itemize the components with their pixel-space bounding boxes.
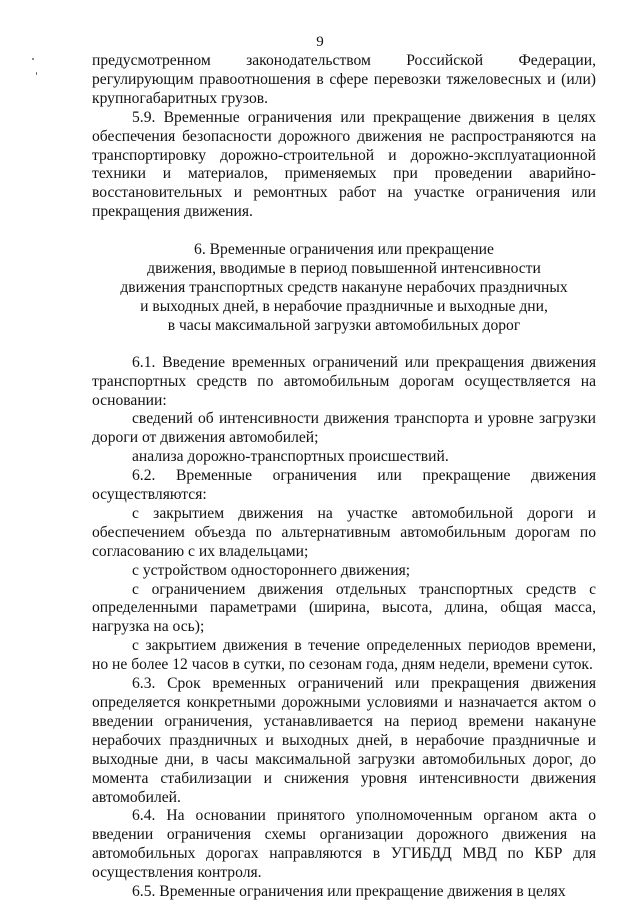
section-heading-line: движения, вводимые в период повышенной интенсивности xyxy=(147,260,541,278)
intro-paragraphs xyxy=(92,52,596,222)
paragraph: 6.4. На основании принятого уполномоченным органом акта о введении ограничения схемы организации дорожного движения на автомобильных дорогах направляются в УГИБДД МВД по КБР для осуществления контроля. xyxy=(92,807,596,882)
paragraph: с закрытием движения в течение определенных периодов времени, но не более 12 часов в сутки, по сезонам года, дням недели, времени суток. xyxy=(92,637,596,674)
document-body xyxy=(92,52,596,902)
paragraph: предусмотренном законодательством Российской Федерации, регулирующим правоотношения в сфере перевозки тяжеловесных и (или) крупногабаритных грузов. xyxy=(92,52,596,107)
paragraph: 6.1. Введение временных ограничений или прекращения движения транспортных средств по автомобильным дорогам осуществляется на основании: xyxy=(92,353,596,409)
page-number: 9 xyxy=(316,34,324,50)
section-heading-line: движения транспортных средств накануне нерабочих праздничных xyxy=(120,278,568,296)
paragraph: 6.3. Срок временных ограничений или прекращения движения определяется конкретными дорожными условиями и назначается актом о введении ограничения, устанавливается на период времени накануне нерабочих праздничных и выходных дней, в нерабочие праздничные и выходные дни, в часы максимальной загрузки автомобильных дорог, до момента стабилизации и снижения уровня интенсивности движения автомобилей. xyxy=(92,675,596,806)
paragraph: анализа дорожно-транспортных происшествий. xyxy=(132,448,449,466)
section-heading-line: 6. Временные ограничения или прекращение xyxy=(194,241,494,259)
section-heading xyxy=(92,241,596,336)
section-heading-line: и выходных дней, в нерабочие праздничные и выходные дни, xyxy=(140,297,548,315)
section-paragraphs xyxy=(92,354,596,902)
scan-speck xyxy=(36,72,37,75)
paragraph: с ограничением движения отдельных транспортных средств с определенными параметрами (ширина, высота, длина, общая масса, нагрузка на ось); xyxy=(92,580,596,636)
paragraph: с закрытием движения на участке автомобильной дороги и обеспечением объезда по альтернативным автомобильным дорогам по согласованию с их владельцами; xyxy=(92,504,596,560)
scan-speck xyxy=(32,58,34,60)
paragraph: 6.5. Временные ограничения или прекращение движения в целях xyxy=(132,883,566,901)
section-heading-line: в часы максимальной загрузки автомобильных дорог xyxy=(167,316,521,334)
paragraph: с устройством одностороннего движения; xyxy=(132,561,411,579)
paragraph: 6.2. Временные ограничения или прекращение движения осуществляются: xyxy=(92,467,596,504)
paragraph: сведений об интенсивности движения транспорта и уровне загрузки дороги от движения автомобилей; xyxy=(92,410,596,447)
paragraph: 5.9. Временные ограничения или прекращение движения в целях обеспечения безопасности дорожного движения не распространяются на транспортировку дорожно-строительной и дорожно-эксплуатационной техники и материалов, применяемых при проведении аварийно-восстановительных и ремонтных работ на участке ограничения или прекращения движения. xyxy=(92,108,596,221)
